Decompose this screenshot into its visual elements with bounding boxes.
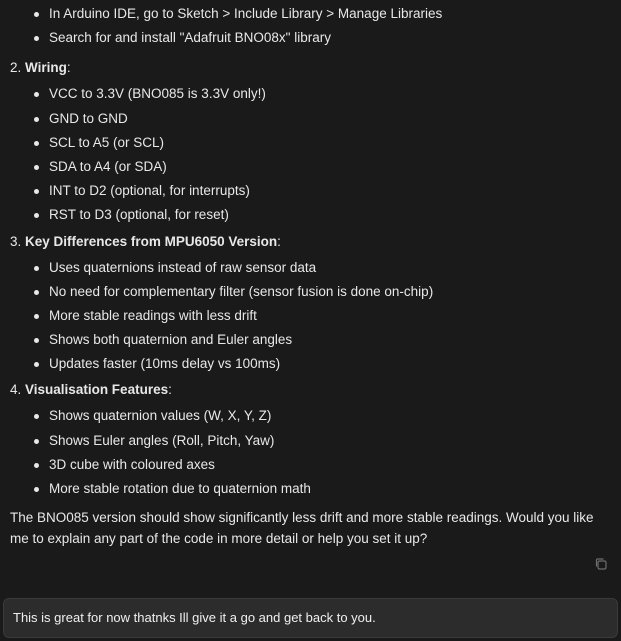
- composer-text[interactable]: This is great for now thatnks Ill give it a go and get back to you.: [13, 610, 376, 625]
- section-heading-differences: 3. Key Differences from MPU6050 Version:: [10, 233, 281, 249]
- section-heading-visualisation: 4. Visualisation Features:: [10, 382, 172, 398]
- list-item: RST to D3 (optional, for reset): [0, 203, 621, 227]
- section-number: 2.: [10, 60, 22, 76]
- section-title: Wiring: [25, 60, 67, 76]
- list-item: In Arduino IDE, go to Sketch > Include Library > Manage Libraries: [0, 2, 621, 26]
- wiring-list: [0, 82, 621, 227]
- list-item: GND to GND: [0, 107, 621, 131]
- visualisation-list: [0, 404, 621, 501]
- list-item: Shows Euler angles (Roll, Pitch, Yaw): [0, 429, 621, 453]
- differences-list: [0, 256, 621, 377]
- copy-icon: [594, 557, 608, 571]
- intro-list: [0, 2, 621, 50]
- list-item: SDA to A4 (or SDA): [0, 155, 621, 179]
- list-item: Shows quaternion values (W, X, Y, Z): [0, 404, 621, 428]
- list-item: Shows both quaternion and Euler angles: [0, 328, 621, 352]
- list-item: SCL to A5 (or SCL): [0, 131, 621, 155]
- list-item: More stable rotation due to quaternion math: [0, 477, 621, 501]
- section-title: Key Differences from MPU6050 Version: [25, 233, 278, 249]
- message-composer[interactable]: [3, 598, 618, 638]
- list-item: INT to D2 (optional, for interrupts): [0, 179, 621, 203]
- closing-paragraph: The BNO085 version should show significantly less drift and more stable readings. Would you like me to explain any part of the code in more detail or help you set it up?: [10, 510, 594, 547]
- copy-button[interactable]: [594, 557, 608, 571]
- list-item: Uses quaternions instead of raw sensor data: [0, 256, 621, 280]
- list-item: More stable readings with less drift: [0, 304, 621, 328]
- list-item: Updates faster (10ms delay vs 100ms): [0, 352, 621, 376]
- section-number: 4.: [10, 382, 22, 398]
- section-heading-wiring: 2. Wiring:: [10, 60, 71, 76]
- list-item: 3D cube with coloured axes: [0, 453, 621, 477]
- section-title: Visualisation Features: [25, 382, 169, 398]
- list-item: No need for complementary filter (sensor fusion is done on-chip): [0, 280, 621, 304]
- list-item: VCC to 3.3V (BNO085 is 3.3V only!): [0, 82, 621, 106]
- list-item: Search for and install "Adafruit BNO08x" library: [0, 26, 621, 50]
- section-number: 3.: [10, 233, 22, 249]
